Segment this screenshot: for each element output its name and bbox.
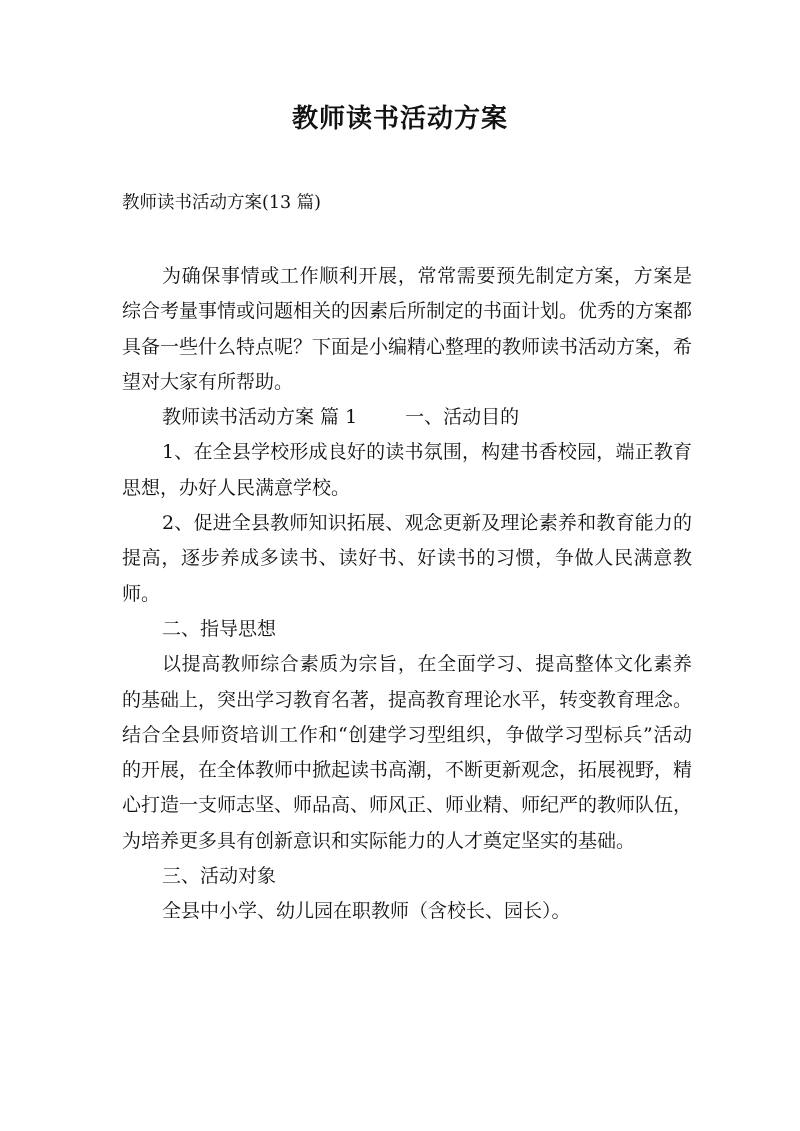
goal-paragraph-1: 1、在全县学校形成良好的读书氛围，构建书香校园，端正教育思想，办好人民满意学校。 <box>122 441 692 499</box>
part-heading-line <box>122 400 692 435</box>
target-paragraph: 全县中小学、幼儿园在职教师（含校长、园长）。 <box>162 900 571 923</box>
page-title: 教师读书活动方案 <box>291 104 508 134</box>
section-heading-goals: 一、活动目的 <box>405 406 520 429</box>
goal-paragraph-2: 2、促进全县教师知识拓展、观念更新及理论素养和教育能力的提高，逐步养成多读书、读好书、好读书的习惯，争做人民满意教师。 <box>122 512 692 605</box>
document-subtitle: 教师读书活动方案(13 篇) <box>122 193 321 213</box>
intro-paragraph: 为确保事情或工作顺利开展，常常需要预先制定方案，方案是综合考量事情或问题相关的因素后所制定的书面计划。优秀的方案都具备一些什么特点呢？下面是小编精心整理的教师读书活动方案，希望对大家有所帮助。 <box>122 265 693 393</box>
section-heading-guiding: 二、指导思想 <box>162 617 277 640</box>
part-label: 教师读书活动方案 篇 1 <box>162 406 358 429</box>
guiding-paragraph: 以提高教师综合素质为宗旨，在全面学习、提高整体文化素养的基础上，突出学习教育名著，提高教育理论水平，转变教育理念。结合全县师资培训工作和“创建学习型组织，争做学习型标兵”活动的开展，在全体教师中掀起读书高潮，不断更新观念，拓展视野，精心打造一支师志坚、师品高、师风正、师业精、师纪严的教师队伍，为培养更多具有创新意识和实际能力的人才奠定坚实的基础。 <box>122 653 693 852</box>
section-heading-target: 三、活动对象 <box>162 865 277 888</box>
document-body <box>122 259 692 930</box>
